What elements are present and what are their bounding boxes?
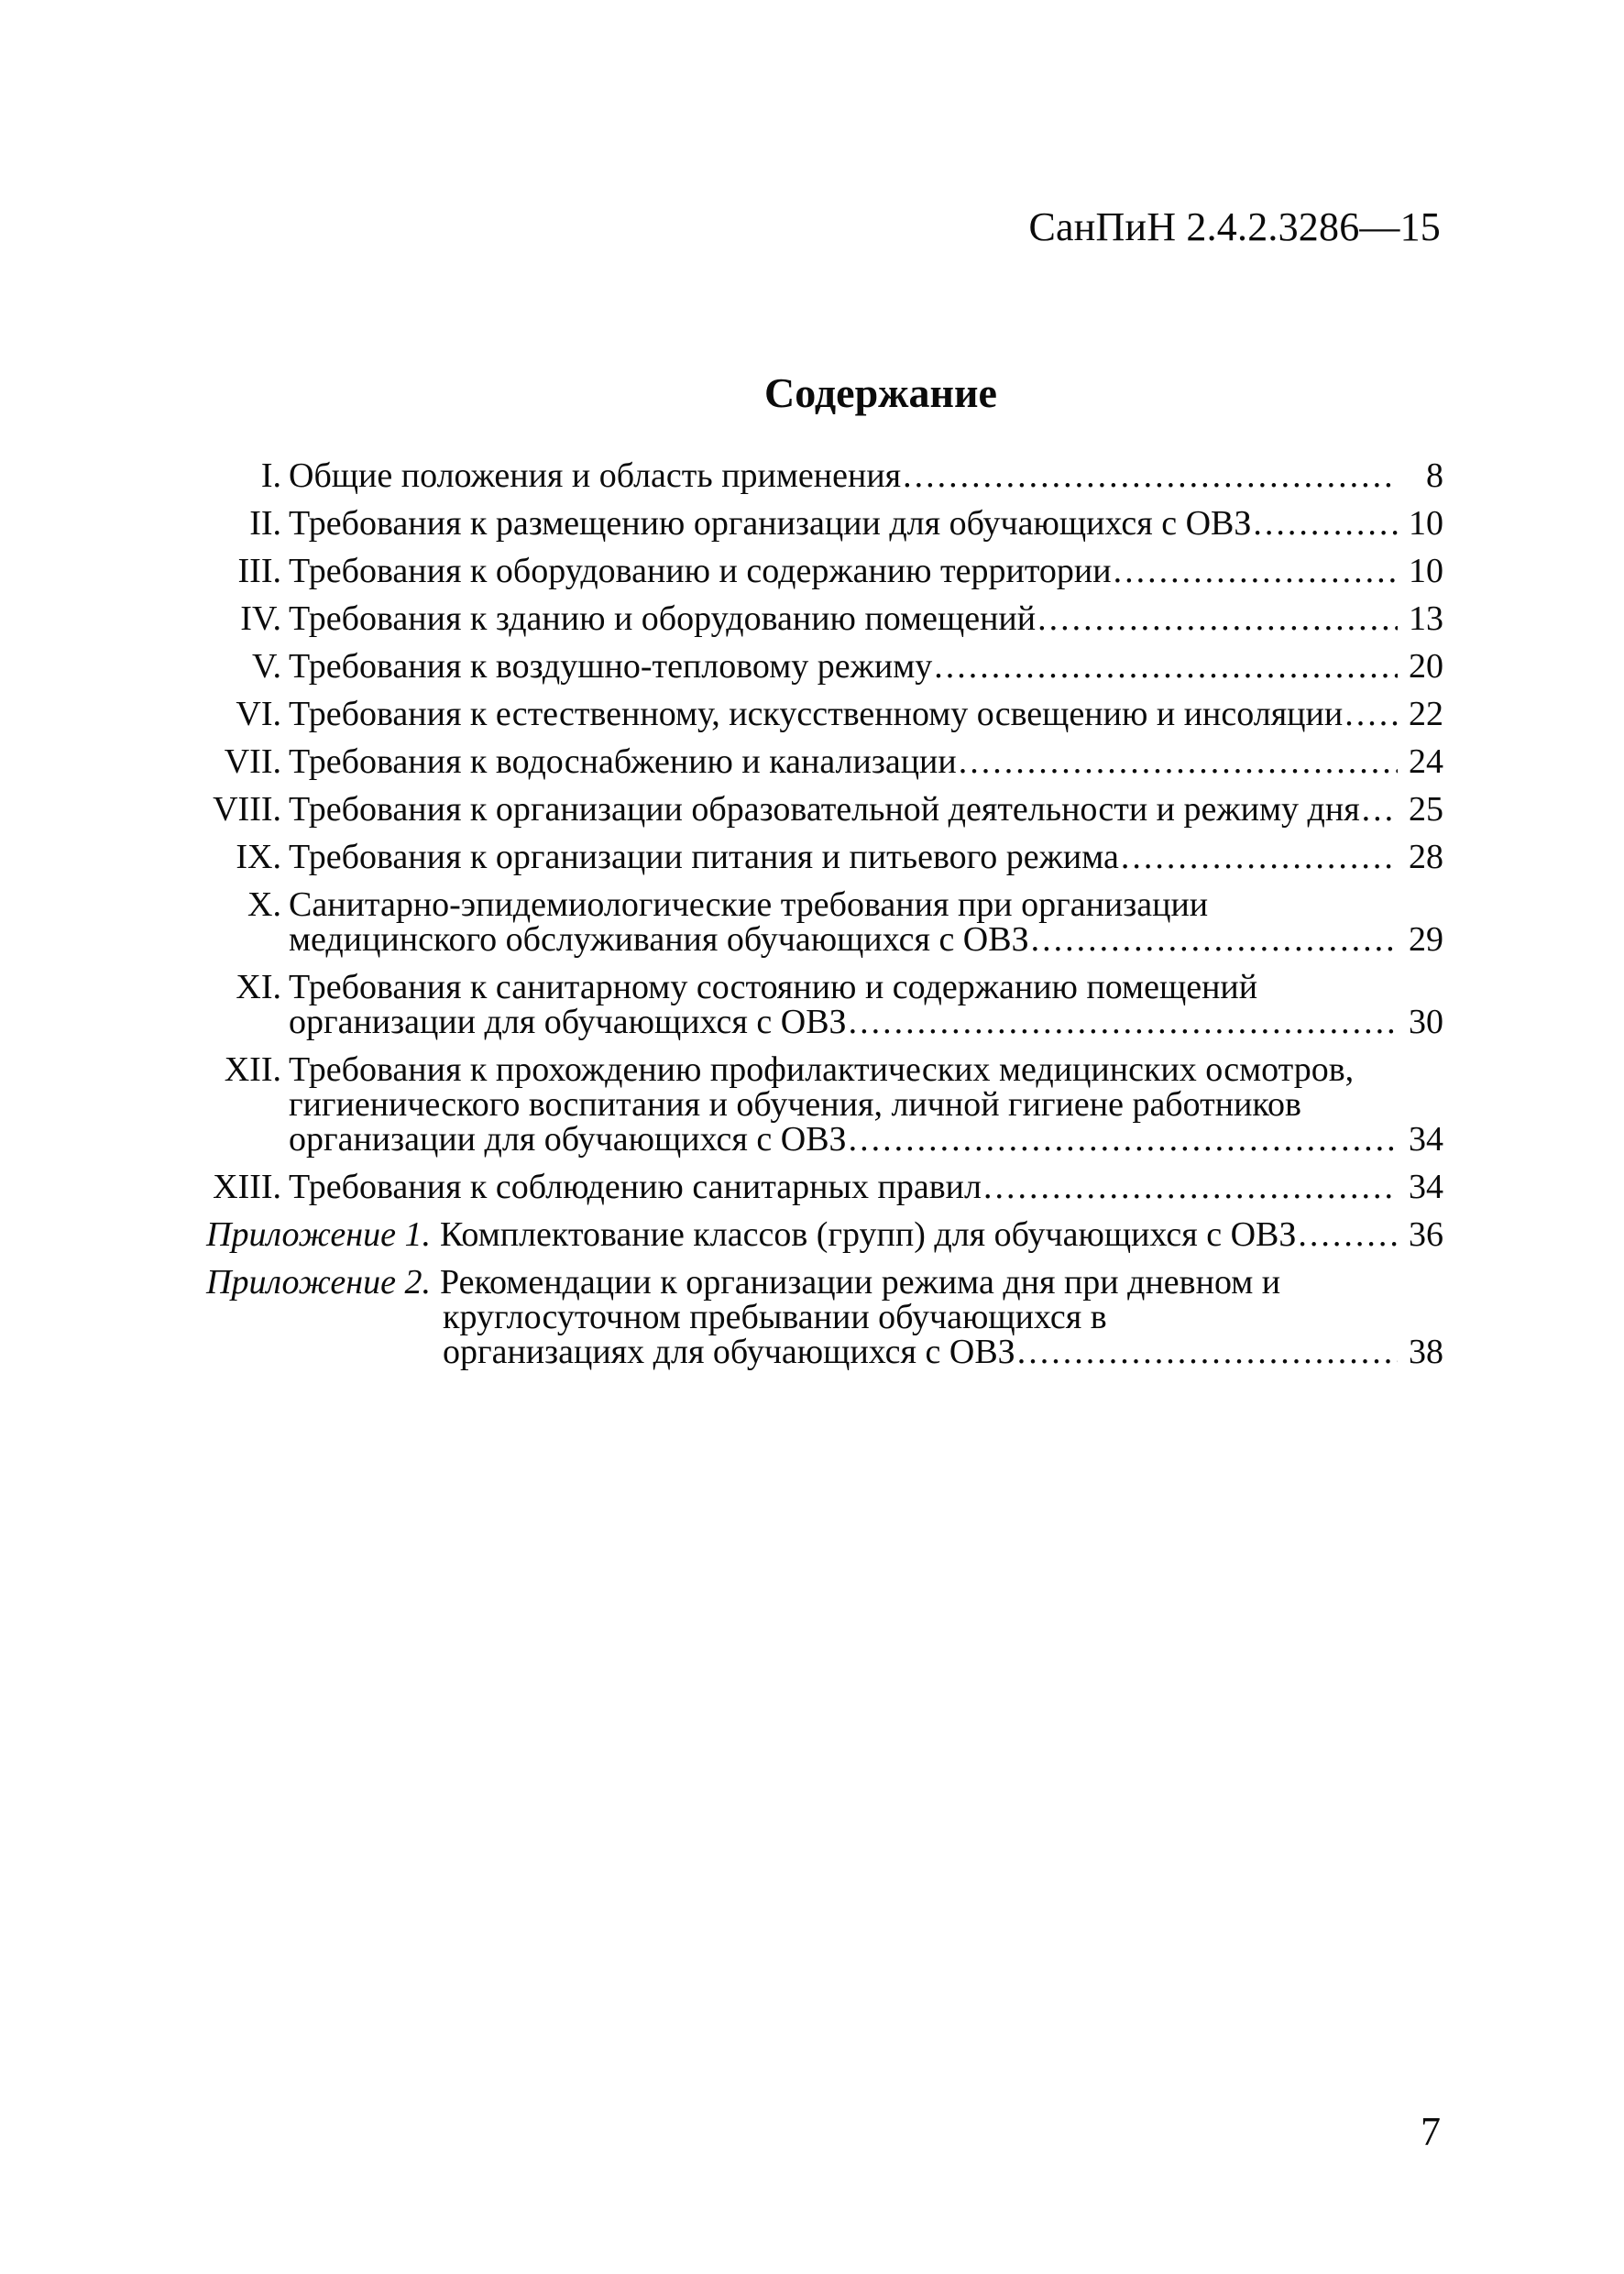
toc-entry-title: Требования к организации образовательной деятельности и режиму дня: [289, 790, 1360, 829]
toc-entry-number: XII.: [224, 1050, 281, 1089]
toc-entry-page: 13: [1409, 599, 1443, 638]
toc-entry-page: 10: [1409, 552, 1443, 590]
toc-entry-title: Требования к оборудованию и содержанию территории: [289, 552, 1112, 590]
toc-entry-title: Требования к воздушно-тепловому режиму: [289, 647, 933, 686]
document-code: СанПиН 2.4.2.3286—15: [1028, 204, 1441, 249]
toc-dot-leader: [1121, 840, 1398, 874]
toc-entry-page: 24: [1409, 742, 1443, 781]
toc-entry-page: 10: [1409, 504, 1443, 543]
toc-entry-number: VII.: [224, 742, 281, 781]
toc-entry-line: [206, 506, 1443, 541]
toc-entry-number: XIII.: [213, 1168, 281, 1206]
toc-entry[interactable]: [206, 506, 1443, 541]
toc-entry[interactable]: [206, 697, 1443, 731]
toc-entry-page: 28: [1409, 838, 1443, 876]
toc-entry-title: гигиенического воспитания и обучения, личной гигиене работников: [289, 1085, 1301, 1124]
toc-entry-line: [206, 1122, 1443, 1157]
toc-entry-title: организациях для обучающихся с ОВЗ: [443, 1333, 1015, 1371]
toc-entry-title: Санитарно-эпидемиологические требования при организации: [289, 885, 1209, 924]
toc-dot-leader: [934, 649, 1398, 684]
page-number: 7: [1421, 2109, 1441, 2154]
toc-entry-line: [206, 1217, 1443, 1252]
toc-dot-leader: [1017, 1335, 1398, 1369]
toc-entry-line: [206, 1265, 1443, 1300]
toc-entry-line: [206, 1005, 1443, 1039]
toc-dot-leader: [903, 458, 1398, 493]
toc-dot-leader: [849, 1122, 1398, 1157]
toc-appendix-label: Приложение 2.: [206, 1263, 431, 1302]
toc-entry[interactable]: [206, 840, 1443, 874]
toc-entry[interactable]: [206, 649, 1443, 684]
toc-dot-leader: [1037, 601, 1398, 636]
toc-dot-leader: [1344, 697, 1398, 731]
toc-entry-number: III.: [237, 552, 281, 590]
toc-entry[interactable]: [206, 554, 1443, 588]
toc-appendix-label: Приложение 1.: [206, 1215, 431, 1254]
toc-entry-title: организации для обучающихся с ОВЗ: [289, 1003, 847, 1041]
toc-entry-title: Требования к размещению организации для обучающихся с ОВЗ: [289, 504, 1252, 543]
toc-dot-leader: [1031, 922, 1398, 957]
toc-entry-title: Комплектование классов (групп) для обучающихся с ОВЗ: [439, 1215, 1297, 1254]
toc-entry-line: [206, 970, 1443, 1005]
toc-entry-page: 34: [1409, 1168, 1443, 1206]
toc-entry-number: IV.: [240, 599, 281, 638]
toc-entry-title: медицинского обслуживания обучающихся с ОВЗ: [289, 920, 1029, 959]
toc-entry-title: организации для обучающихся с ОВЗ: [289, 1120, 847, 1159]
toc-entry-page: 36: [1409, 1215, 1443, 1254]
toc-entry-title: Требования к организации питания и питьевого режима: [289, 838, 1119, 876]
toc-entry[interactable]: [206, 887, 1443, 957]
toc-entry[interactable]: [206, 458, 1443, 493]
toc-entry-number: VI.: [236, 695, 281, 733]
toc-entry-page: 25: [1409, 790, 1443, 829]
toc-entry-line: [206, 458, 1443, 493]
toc-entry-line: [206, 1170, 1443, 1204]
toc-dot-leader: [983, 1170, 1398, 1204]
toc-entry-page: 29: [1409, 920, 1443, 959]
toc-entry-line: [206, 1335, 1443, 1369]
toc-entry-page: 38: [1409, 1333, 1443, 1371]
toc-entry-number: I.: [260, 456, 281, 495]
toc-entry-page: 22: [1409, 695, 1443, 733]
toc-entry-line: [206, 840, 1443, 874]
toc-entry[interactable]: [206, 744, 1443, 779]
toc-entry-line: [206, 792, 1443, 827]
toc-dot-leader: [1362, 792, 1398, 827]
toc-entry[interactable]: [206, 1052, 1443, 1157]
toc-dot-leader: [959, 744, 1398, 779]
toc-entry-number: X.: [247, 885, 281, 924]
toc-entry[interactable]: [206, 601, 1443, 636]
toc-appendix-entry[interactable]: [206, 1265, 1443, 1369]
toc-entry-line: [206, 697, 1443, 731]
toc-entry-title: Требования к зданию и оборудованию помещений: [289, 599, 1037, 638]
toc-entry-line: [206, 1087, 1443, 1122]
toc-entry-line: [206, 649, 1443, 684]
toc-entry-number: II.: [249, 504, 281, 543]
toc-title: Содержание: [764, 369, 997, 416]
toc-entry-title: Требования к водоснабжению и канализации: [289, 742, 957, 781]
toc-entry-page: 30: [1409, 1003, 1443, 1041]
toc-dot-leader: [1298, 1217, 1398, 1252]
toc-entry-line: [206, 922, 1443, 957]
toc-entry-page: 20: [1409, 647, 1443, 686]
toc-entry[interactable]: [206, 792, 1443, 827]
toc-entry-title: круглосуточном пребывании обучающихся в: [443, 1298, 1107, 1336]
toc-dot-leader: [1114, 554, 1398, 588]
toc-entry-title: Требования к санитарному состоянию и содержанию помещений: [289, 968, 1258, 1006]
toc-entry-line: [206, 601, 1443, 636]
toc-entry-number: VIII.: [213, 790, 281, 829]
toc-entry-line: [206, 744, 1443, 779]
toc-entry-title: Общие положения и область применения: [289, 456, 902, 495]
toc-entry-line: [206, 1300, 1443, 1335]
toc-appendix-entry[interactable]: [206, 1217, 1443, 1252]
toc-entry-number: IX.: [236, 838, 281, 876]
toc-entry-line: [206, 1052, 1443, 1087]
toc-entry-line: [206, 887, 1443, 922]
toc-entry-page: 34: [1409, 1120, 1443, 1159]
toc-entry-title: Требования к естественному, искусственному освещению и инсоляции: [289, 695, 1344, 733]
toc-dot-leader: [849, 1005, 1398, 1039]
toc-entry[interactable]: [206, 1170, 1443, 1204]
toc-entry-title: Рекомендации к организации режима дня при дневном и: [439, 1263, 1281, 1302]
toc-entry-number: V.: [251, 647, 281, 686]
toc-entry-number: XI.: [236, 968, 281, 1006]
toc-entry-title: Требования к соблюдению санитарных правил: [289, 1168, 982, 1206]
toc-entry[interactable]: [206, 970, 1443, 1039]
toc-dot-leader: [1253, 506, 1398, 541]
toc-entry-title: Требования к прохождению профилактических медицинских осмотров,: [289, 1050, 1355, 1089]
table-of-contents: [206, 458, 1443, 1382]
toc-entry-line: [206, 554, 1443, 588]
toc-entry-page: 8: [1426, 456, 1443, 495]
